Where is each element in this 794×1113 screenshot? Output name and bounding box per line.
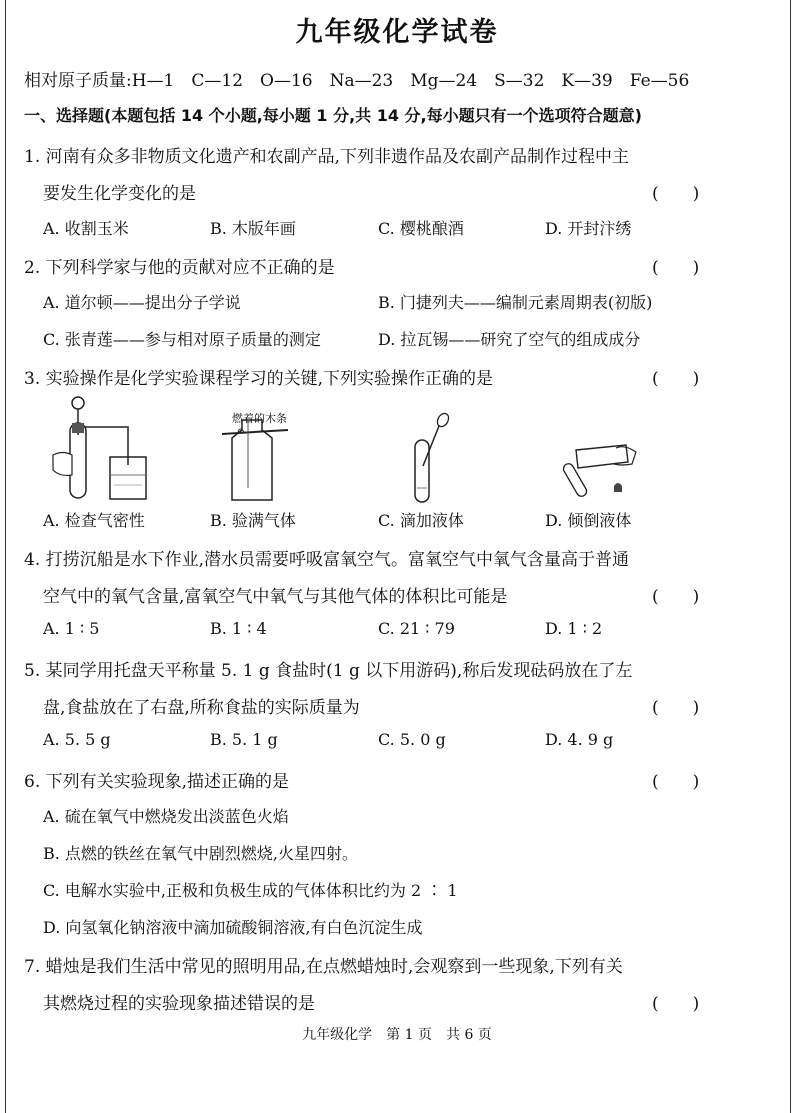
q1-option-a[interactable]: A. 收割玉米 <box>43 219 129 238</box>
q2-stem-line1: 2. 下列科学家与他的贡献对应不正确的是 <box>24 258 335 278</box>
q2-answer-blank[interactable]: ( ) <box>652 258 700 278</box>
q4-stem-line2: 空气中的氧气含量,富氧空气中氧气与其他气体的体积比可能是 <box>43 587 508 607</box>
figure-airtightness-check <box>48 395 168 505</box>
page-footer: 九年级化学 第 1 页 共 6 页 <box>302 1027 492 1043</box>
q6-stem-line1: 6. 下列有关实验现象,描述正确的是 <box>24 772 290 792</box>
page-border-left <box>5 0 6 1113</box>
q4-option-a[interactable]: A. 1 ∶ 5 <box>43 619 100 638</box>
q3-stem-line1: 3. 实验操作是化学实验课程学习的关键,下列实验操作正确的是 <box>24 369 494 389</box>
section-heading: 一、选择题(本题包括 14 个小题,每小题 1 分,共 14 分,每小题只有一个选项符合题意) <box>24 106 642 125</box>
q6-option-b[interactable]: B. 点燃的铁丝在氧气中剧烈燃烧,火星四射。 <box>43 844 359 863</box>
q2-option-b[interactable]: B. 门捷列夫——编制元素周期表(初版) <box>378 293 653 312</box>
q2-option-a[interactable]: A. 道尔顿——提出分子学说 <box>43 293 241 312</box>
q1-stem-line2: 要发生化学变化的是 <box>43 184 196 204</box>
q4-option-c[interactable]: C. 21 ∶ 79 <box>378 619 455 638</box>
page-title: 九年级化学试卷 <box>295 17 499 48</box>
q5-option-c[interactable]: C. 5. 0 g <box>378 730 446 749</box>
page-border-right <box>790 0 791 1113</box>
q7-answer-blank[interactable]: ( ) <box>652 994 700 1014</box>
q2-option-c[interactable]: C. 张青莲——参与相对原子质量的测定 <box>43 330 321 349</box>
q6-option-a[interactable]: A. 硫在氧气中燃烧发出淡蓝色火焰 <box>43 807 289 826</box>
q3-option-b[interactable]: B. 验满气体 <box>210 511 296 530</box>
q3-option-d[interactable]: D. 倾倒液体 <box>545 511 632 530</box>
q7-stem-line1: 7. 蜡烛是我们生活中常见的照明用品,在点燃蜡烛时,会观察到一些现象,下列有关 <box>24 957 623 977</box>
q1-option-d[interactable]: D. 开封汴绣 <box>545 219 632 238</box>
q5-stem-line1: 5. 某同学用托盘天平称量 5. 1 g 食盐时(1 g 以下用游码),称后发现砝码放在了左 <box>24 661 633 681</box>
figure-pour-liquid <box>556 440 646 505</box>
figure-dropper <box>405 410 455 507</box>
q6-option-d[interactable]: D. 向氢氧化钠溶液中滴加硫酸铜溶液,有白色沉淀生成 <box>43 918 423 937</box>
figure-b-caption: 燃着的木条 <box>232 412 287 425</box>
q6-option-c[interactable]: C. 电解水实验中,正极和负极生成的气体体积比约为 2 ∶ 1 <box>43 881 458 900</box>
q1-option-c[interactable]: C. 樱桃酿酒 <box>378 219 464 238</box>
q4-option-d[interactable]: D. 1 ∶ 2 <box>545 619 603 638</box>
q3-option-c[interactable]: C. 滴加液体 <box>378 511 464 530</box>
q5-stem-line2: 盘,食盐放在了右盘,所称食盐的实际质量为 <box>43 698 360 718</box>
q2-option-d[interactable]: D. 拉瓦锡——研究了空气的组成成分 <box>378 330 641 349</box>
atomic-masses: 相对原子质量:H—1 C—12 O—16 Na—23 Mg—24 S—32 K—39 Fe—56 <box>24 71 690 91</box>
q5-answer-blank[interactable]: ( ) <box>652 698 700 718</box>
q3-answer-blank[interactable]: ( ) <box>652 369 700 389</box>
q7-stem-line2: 其燃烧过程的实验现象描述错误的是 <box>43 994 315 1014</box>
q5-option-d[interactable]: D. 4. 9 g <box>545 730 614 749</box>
q4-option-b[interactable]: B. 1 ∶ 4 <box>210 619 267 638</box>
q1-option-b[interactable]: B. 木版年画 <box>210 219 296 238</box>
q5-option-b[interactable]: B. 5. 1 g <box>210 730 278 749</box>
q4-stem-line1: 4. 打捞沉船是水下作业,潜水员需要呼吸富氧空气。富氧空气中氧气含量高于普通 <box>24 550 630 570</box>
q1-answer-blank[interactable]: ( ) <box>652 184 700 204</box>
q5-option-a[interactable]: A. 5. 5 g <box>43 730 111 749</box>
q3-option-a[interactable]: A. 检查气密性 <box>43 511 145 530</box>
q1-stem-line1: 1. 河南有众多非物质文化遗产和农副产品,下列非遗作品及农副产品制作过程中主 <box>24 147 630 167</box>
q6-answer-blank[interactable]: ( ) <box>652 772 700 792</box>
q4-answer-blank[interactable]: ( ) <box>652 587 700 607</box>
